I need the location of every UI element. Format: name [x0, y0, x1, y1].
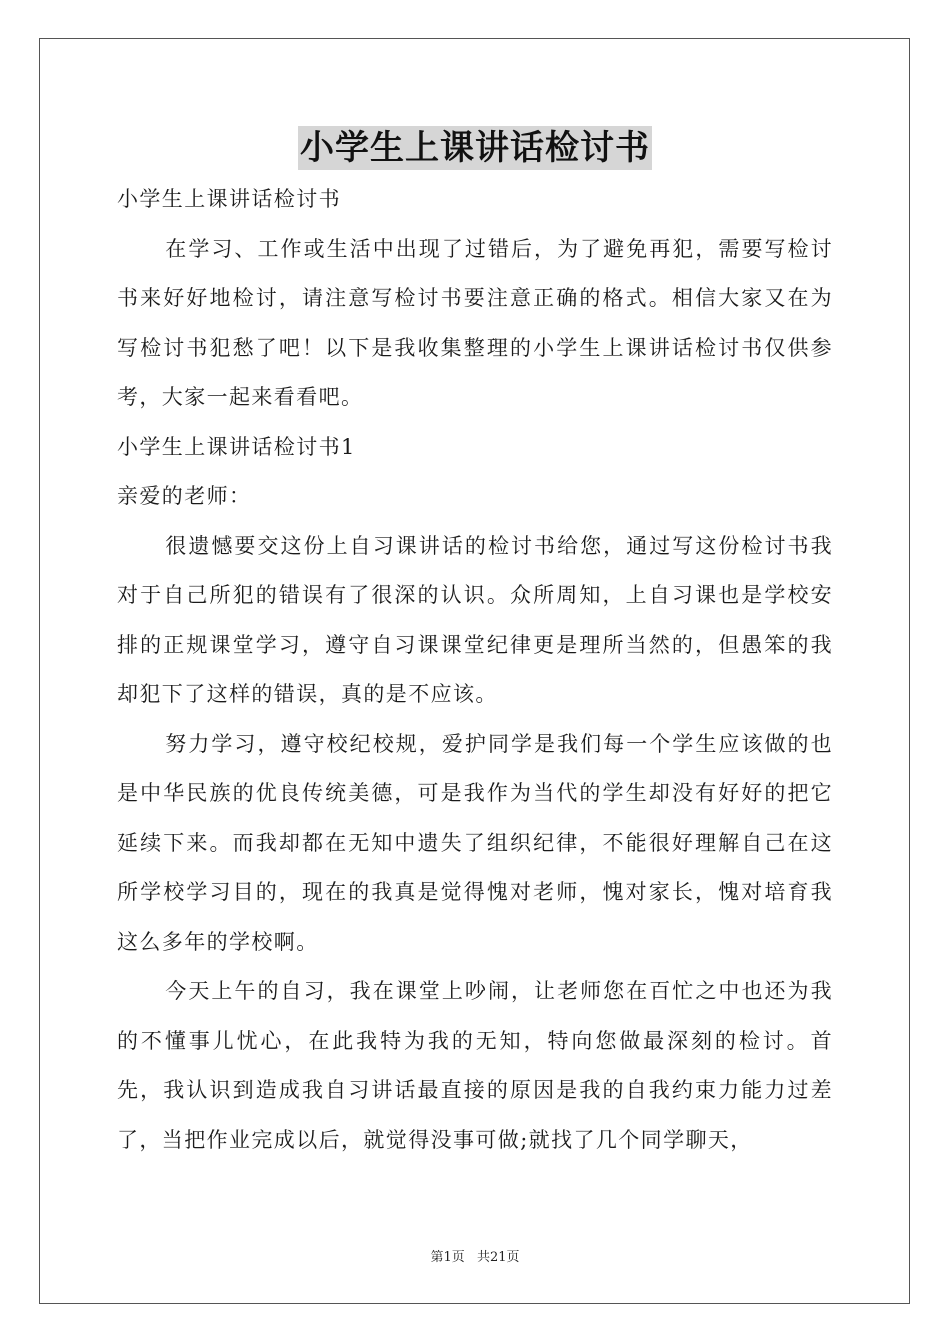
- document-body: [117, 175, 833, 1165]
- page-total: 共21页: [476, 1250, 520, 1265]
- document-title: 小学生上课讲话检讨书: [300, 128, 650, 168]
- salutation: 亲爱的老师：: [117, 484, 252, 508]
- page-footer: [0, 1246, 950, 1265]
- section-heading: 小学生上课讲话检讨书1: [117, 434, 356, 459]
- paragraph: 很遗憾要交这份上自习课讲话的检讨书给您，通过写这份检讨书我对于自己所犯的错误有了很深的认识。众所周知，上自习课也是学校安排的正规课堂学习，遵守自习课课堂纪律更是理所当然的，但愚笨的我却犯下了这样的错误，真的是不应该。: [117, 533, 833, 706]
- paragraph: 小学生上课讲话检讨书: [117, 187, 341, 211]
- paragraph: 在学习、工作或生活中出现了过错后，为了避免再犯，需要写检讨书来好好地检讨，请注意写检讨书要注意正确的格式。相信大家又在为写检讨书犯愁了吧！以下是我收集整理的小学生上课讲话检讨书仅供参考，大家一起来看看吧。: [117, 236, 833, 409]
- title-area: [0, 126, 950, 170]
- paragraph: 今天上午的自习，我在课堂上吵闹，让老师您在百忙之中也还为我的不懂事儿忧心，在此我特为我的无知，特向您做最深刻的检讨。首先，我认识到造成我自习讲话最直接的原因是我的自我约束力能力过差了，当把作业完成以后，就觉得没事可做;就找了几个同学聊天，: [117, 979, 833, 1152]
- paragraph: 努力学习，遵守校纪校规，爱护同学是我们每一个学生应该做的也是中华民族的优良传统美德，可是我作为当代的学生却没有好好的把它延续下来。而我却都在无知中遗失了组织纪律，不能很好理解自己在这所学校学习目的，现在的我真是觉得愧对老师，愧对家长，愧对培育我这么多年的学校啊。: [117, 731, 833, 954]
- page-number: 第1页: [430, 1250, 465, 1265]
